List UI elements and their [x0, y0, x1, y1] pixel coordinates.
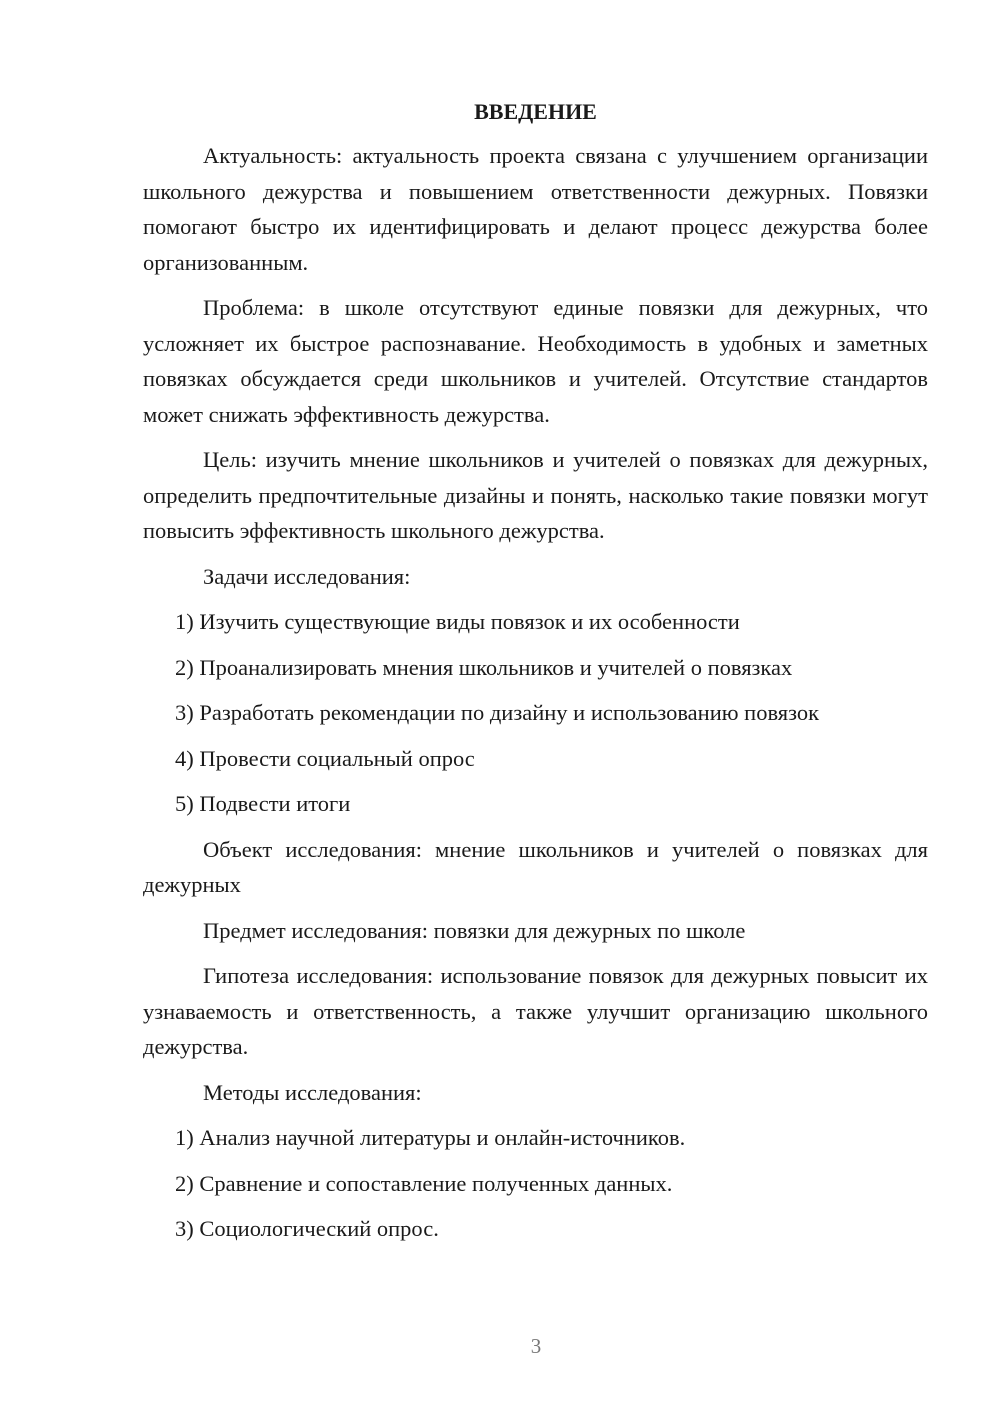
task-item: 2) Проанализировать мнения школьников и учителей о повязках — [175, 654, 793, 680]
tasks-title: Задачи исследования: — [203, 563, 411, 589]
object-paragraph: Объект исследования: мнение школьников и учителей о повязках для дежурных — [143, 836, 928, 897]
task-item: 5) Подвести итоги — [175, 791, 351, 816]
subject-paragraph: Предмет исследования: повязки для дежурных по школе — [203, 917, 746, 943]
hypothesis-paragraph: Гипотеза исследования: использование повязок для дежурных повысит их узнаваемость и ответственность, а также улучшит организацию школьного дежурства. — [143, 963, 928, 1059]
section-heading: ВВЕДЕНИЕ — [474, 99, 597, 124]
method-item: 1) Анализ научной литературы и онлайн-источников. — [175, 1125, 686, 1150]
document-page — [143, 96, 928, 1257]
page-number: 3 — [530, 1334, 542, 1358]
task-item: 3) Разработать рекомендации по дизайну и использованию повязок — [175, 700, 820, 725]
task-item: 1) Изучить существующие виды повязок и их особенности — [175, 609, 740, 634]
method-item: 3) Социологический опрос. — [175, 1216, 439, 1241]
methods-title: Методы исследования: — [203, 1079, 422, 1105]
problem-paragraph: Проблема: в школе отсутствуют единые повязки для дежурных, что усложняет их быстрое распознавание. Необходимость в удобных и заметных повязках обсуждается среди школьников и учителей. Отсутствие стандартов может снижать эффективность дежурства. — [143, 295, 928, 427]
goal-paragraph: Цель: изучить мнение школьников и учителей о повязках для дежурных, определить предпочтительные дизайны и понять, насколько такие повязки могут повысить эффективность школьного дежурства. — [143, 447, 928, 543]
task-item: 4) Провести социальный опрос — [175, 745, 475, 771]
relevance-paragraph: Актуальность: актуальность проекта связана с улучшением организации школьного дежурства и повышением ответственности дежурных. Повязки помогают быстро их идентифицировать и делают процесс дежурства более организованным. — [143, 143, 928, 275]
method-item: 2) Сравнение и сопоставление полученных данных. — [175, 1170, 673, 1196]
